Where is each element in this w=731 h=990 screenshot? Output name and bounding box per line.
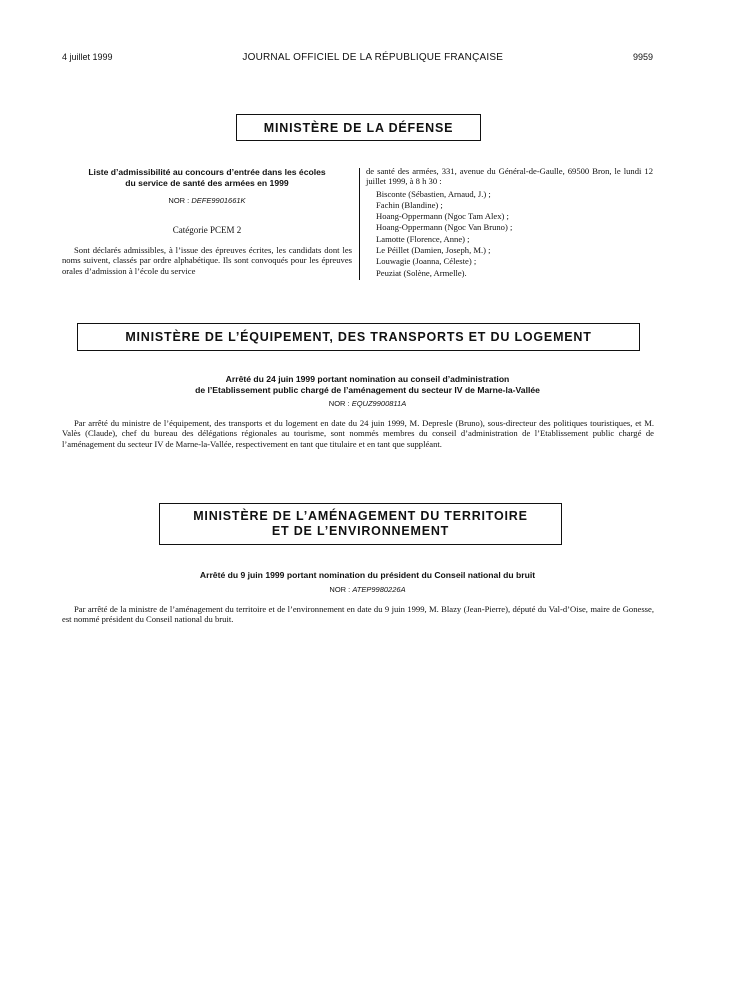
defense-right-column xyxy=(366,166,653,279)
defense-nor-code: DEFE9901661K xyxy=(191,196,246,205)
equipement-paragraph: Par arrêté du ministre de l’équipement, des transports et du logement en date du 24 juin 1999, M. Depresle (Bruno), sous-directeur des politiques touristiques, et M. Valès (Claude), chef du bureau des délégations régionales au tourisme, sont nommés membres du conseil d’administration de l’Etablissement public chargé de l’aménagement du secteur IV de Marne-la-Vallée, respectivement en tant que titulaire et en tant que suppléant. xyxy=(62,418,654,449)
ministry-amenagement-heading xyxy=(159,503,562,545)
list-item: Fachin (Blandine) ; xyxy=(376,199,443,210)
amenagement-nor-code: ATEP9980226A xyxy=(352,585,406,594)
defense-nor xyxy=(62,196,352,205)
defense-right-intro: de santé des armées, 331, avenue du Général-de-Gaulle, 69500 Bron, le lundi 12 juillet 1999, à 8 h 30 : xyxy=(366,166,653,187)
page-header xyxy=(62,52,653,63)
page-number: 9959 xyxy=(632,52,653,62)
list-item: Peuziat (Solène, Armelle). xyxy=(376,267,467,278)
list-item: Le Péillet (Damien, Joseph, M.) ; xyxy=(376,245,491,256)
defense-category: Catégorie PCEM 2 xyxy=(172,225,242,235)
journal-title: JOURNAL OFFICIEL DE LA RÉPUBLIQUE FRANÇAISE xyxy=(242,52,504,63)
defense-notice-title xyxy=(62,167,352,188)
amenagement-paragraph: Par arrêté de la ministre de l’aménagement du territoire et de l’environnement en date du 9 juin 1999, M. Blazy (Jean-Pierre), député du Val-d’Oise, maire de Gonesse, est nommé président du Conseil national du bruit. xyxy=(62,604,654,625)
ministry-amenagement-line2: ET DE L’ENVIRONNEMENT xyxy=(271,524,450,538)
amenagement-nor-label: NOR : xyxy=(329,585,351,594)
list-item: Louwagie (Joanna, Céleste) ; xyxy=(376,256,477,267)
ministry-amenagement-line1: MINISTÈRE DE L’AMÉNAGEMENT DU TERRITOIRE xyxy=(193,509,528,523)
amenagement-notice-title: Arrêté du 9 juin 1999 portant nomination du président du Conseil national du bruit xyxy=(199,570,536,580)
equipement-nor-code: EQUZ9900811A xyxy=(351,399,407,408)
defense-paragraph: Sont déclarés admissibles, à l’issue des épreuves écrites, les candidats dont les noms suivent, classés par ordre alphabétique. Ils sont convoqués pour les épreuves orales d’admission à l’école du service xyxy=(62,245,352,276)
column-divider xyxy=(359,168,360,280)
candidate-list xyxy=(366,189,653,279)
ministry-equipement-label: MINISTÈRE DE L’ÉQUIPEMENT, DES TRANSPORTS ET DU LOGEMENT xyxy=(125,330,592,344)
equipement-notice-title xyxy=(62,374,673,395)
list-item: Hoang-Oppermann (Ngoc Tam Alex) ; xyxy=(376,211,509,222)
ministry-defense-heading xyxy=(236,114,481,141)
equipement-title-line1: Arrêté du 24 juin 1999 portant nomination au conseil d’administration xyxy=(225,374,510,384)
list-item: Hoang-Oppermann (Ngoc Van Bruno) ; xyxy=(376,222,513,233)
defense-nor-label: NOR : xyxy=(168,196,190,205)
equipement-nor-label: NOR : xyxy=(328,399,350,408)
equipement-title-line2: de l’Etablissement public chargé de l’aménagement du secteur IV de Marne-la-Vallée xyxy=(195,384,540,395)
defense-left-column xyxy=(62,167,352,276)
defense-title-line2: du service de santé des armées en 1999 xyxy=(125,177,289,188)
header-date: 4 juillet 1999 xyxy=(62,52,113,62)
equipement-nor xyxy=(62,399,673,408)
ministry-equipement-heading xyxy=(77,323,640,351)
defense-title-line1: Liste d’admissibilité au concours d’entrée dans les écoles xyxy=(88,167,326,177)
amenagement-nor xyxy=(62,585,673,594)
ministry-defense-label: MINISTÈRE DE LA DÉFENSE xyxy=(263,120,454,135)
list-item: Lamotte (Florence, Anne) ; xyxy=(376,233,470,244)
list-item: Bisconte (Sébastien, Arnaud, J.) ; xyxy=(376,188,491,199)
